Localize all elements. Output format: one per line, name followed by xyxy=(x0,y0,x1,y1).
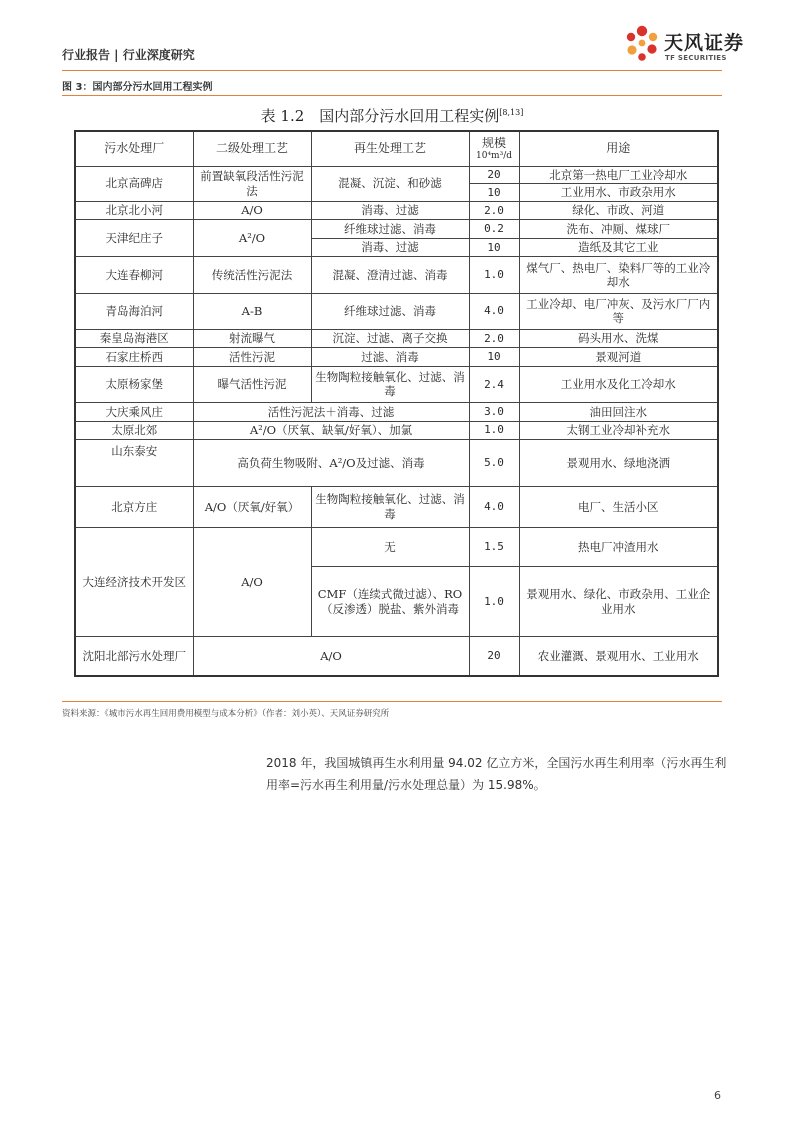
cell-scale: 1.0 xyxy=(469,567,519,637)
logo-flower-icon xyxy=(622,22,662,68)
source-divider xyxy=(62,701,722,702)
cell-use: 热电厂冲渣用水 xyxy=(519,527,718,566)
cell-secondary: A/O xyxy=(193,527,311,636)
table-row xyxy=(75,348,718,367)
col-header-scale xyxy=(469,131,519,166)
cell-secondary: 曝气活性污泥 xyxy=(193,366,311,402)
cell-plant: 北京高碑店 xyxy=(75,166,193,201)
figure-table-image xyxy=(62,97,722,700)
cell-use: 码头用水、洗煤 xyxy=(519,329,718,348)
cell-plant: 北京方庄 xyxy=(75,486,193,527)
cell-scale: 2.0 xyxy=(469,201,519,220)
cell-scale: 2.4 xyxy=(469,366,519,402)
cell-use: 工业用水、市政杂用水 xyxy=(519,184,718,202)
cell-reclaim: CMF（连续式微过滤）、RO（反渗透）脱盐、紫外消毒 xyxy=(311,567,469,637)
table-row xyxy=(75,486,718,527)
cell-scale: 10 xyxy=(469,184,519,202)
cell-plant: 大连经济技术开发区 xyxy=(75,527,193,636)
cell-secondary: A/O（厌氧/好氧） xyxy=(193,486,311,527)
cell-secondary: 传统活性污泥法 xyxy=(193,257,311,293)
page-number: 6 xyxy=(714,1089,721,1102)
cell-secondary: A/O xyxy=(193,201,311,220)
table-row xyxy=(75,257,718,293)
col-header-scale-unit: 10⁴m³/d xyxy=(476,150,512,161)
cell-use: 工业用水及化工冷却水 xyxy=(519,366,718,402)
cell-plant: 沈阳北部污水处理厂 xyxy=(75,637,193,676)
cell-scale: 1.5 xyxy=(469,527,519,566)
cell-use: 景观河道 xyxy=(519,348,718,367)
cell-scale: 20 xyxy=(469,166,519,184)
table-row xyxy=(75,166,718,184)
cell-reclaim: 混凝、澄清过滤、消毒 xyxy=(311,257,469,293)
col-header-plant: 污水处理厂 xyxy=(75,131,193,166)
cell-secondary: 射流曝气 xyxy=(193,329,311,348)
cell-reclaim: 无 xyxy=(311,527,469,566)
cell-process: 高负荷生物吸附、A²/O及过滤、消毒 xyxy=(193,440,469,486)
body-paragraph: 2018 年，我国城镇再生水利用量 94.02 亿立方米，全国污水再生利用率（污水再生利用率=污水再生利用量/污水处理总量）为 15.98%。 xyxy=(266,756,727,792)
cell-process: A²/O（厌氧、缺氧/好氧）、加氯 xyxy=(193,421,469,440)
cell-process: 活性污泥法＋消毒、过滤 xyxy=(193,402,469,421)
cell-use: 煤气厂、热电厂、染料厂等的工业冷却水 xyxy=(519,257,718,293)
cell-scale: 1.0 xyxy=(469,257,519,293)
cell-plant: 太原杨家堡 xyxy=(75,366,193,402)
col-header-use: 用途 xyxy=(519,131,718,166)
logo-name-cn: 天风证券 xyxy=(664,32,745,54)
cell-scale: 4.0 xyxy=(469,293,519,329)
cell-scale: 3.0 xyxy=(469,402,519,421)
cell-scale: 10 xyxy=(469,238,519,257)
cell-reclaim: 沉淀、过滤、离子交换 xyxy=(311,329,469,348)
cell-secondary: A-B xyxy=(193,293,311,329)
table-row xyxy=(75,402,718,421)
table-row xyxy=(75,293,718,329)
cell-use: 油田回注水 xyxy=(519,402,718,421)
col-header-scale-label: 规模 xyxy=(481,135,506,150)
cell-scale: 2.0 xyxy=(469,329,519,348)
cell-scale: 4.0 xyxy=(469,486,519,527)
cell-use: 景观用水、绿化、市政杂用、工业企业用水 xyxy=(519,567,718,637)
cell-reclaim: 纤维球过滤、消毒 xyxy=(311,220,469,239)
cell-reclaim: 生物陶粒接触氧化、过滤、消毒 xyxy=(311,486,469,527)
cell-use: 造纸及其它工业 xyxy=(519,238,718,257)
table-title xyxy=(62,105,722,126)
table-title-ref: [8,13] xyxy=(499,108,524,117)
figure-caption: 图 3：国内部分污水回用工程实例 xyxy=(62,82,213,93)
cell-scale: 5.0 xyxy=(469,440,519,486)
cell-use: 农业灌溉、景观用水、工业用水 xyxy=(519,637,718,676)
cell-use: 绿化、市政、河道 xyxy=(519,201,718,220)
source-note: 资料来源：《城市污水再生回用费用模型与成本分析》（作者：刘小英）、天风证券研究所 xyxy=(62,709,390,719)
cell-use: 工业冷却、电厂冲灰、及污水厂厂内等 xyxy=(519,293,718,329)
header-divider xyxy=(62,70,722,71)
cell-scale: 0.2 xyxy=(469,220,519,239)
cell-scale: 1.0 xyxy=(469,421,519,440)
cell-reclaim: 生物陶粒接触氧化、过滤、消毒 xyxy=(311,366,469,402)
cell-plant: 太原北郊 xyxy=(75,421,193,440)
reuse-project-table xyxy=(74,130,719,677)
cell-use: 景观用水、绿地浇洒 xyxy=(519,440,718,486)
cell-reclaim: 混凝、沉淀、和砂滤 xyxy=(311,166,469,201)
report-type-header: 行业报告 | 行业深度研究 xyxy=(62,48,195,62)
cell-scale: 10 xyxy=(469,348,519,367)
table-row xyxy=(75,201,718,220)
cell-plant: 大庆乘风庄 xyxy=(75,402,193,421)
cell-reclaim: 过滤、消毒 xyxy=(311,348,469,367)
cell-reclaim: 纤维球过滤、消毒 xyxy=(311,293,469,329)
cell-use: 北京第一热电厂工业冷却水 xyxy=(519,166,718,184)
table-title-text: 表 1.2 国内部分污水回用工程实例 xyxy=(260,107,500,125)
table-row xyxy=(75,637,718,676)
cell-plant: 天津纪庄子 xyxy=(75,220,193,257)
cell-plant: 大连春柳河 xyxy=(75,257,193,293)
cell-secondary: 前置缺氧段活性污泥法 xyxy=(193,166,311,201)
cell-plant: 秦皇岛海港区 xyxy=(75,329,193,348)
cell-process: A/O xyxy=(193,637,469,676)
caption-divider xyxy=(62,95,722,96)
table-row xyxy=(75,527,718,566)
tf-securities-logo xyxy=(622,22,745,72)
table-row xyxy=(75,366,718,402)
cell-use: 太钢工业冷却补充水 xyxy=(519,421,718,440)
cell-secondary: 活性污泥 xyxy=(193,348,311,367)
cell-scale: 20 xyxy=(469,637,519,676)
cell-use: 洗布、冲厕、煤球厂 xyxy=(519,220,718,239)
cell-plant: 山东泰安 xyxy=(75,440,193,486)
cell-use: 电厂、生活小区 xyxy=(519,486,718,527)
table-row xyxy=(75,329,718,348)
table-row xyxy=(75,220,718,239)
cell-reclaim: 消毒、过滤 xyxy=(311,238,469,257)
col-header-secondary: 二级处理工艺 xyxy=(193,131,311,166)
cell-reclaim: 消毒、过滤 xyxy=(311,201,469,220)
cell-plant: 青岛海泊河 xyxy=(75,293,193,329)
cell-plant: 石家庄桥西 xyxy=(75,348,193,367)
logo-name-en: TF SECURITIES xyxy=(665,54,727,62)
cell-plant: 北京北小河 xyxy=(75,201,193,220)
col-header-reclaim: 再生处理工艺 xyxy=(311,131,469,166)
cell-secondary: A²/O xyxy=(193,220,311,257)
table-row xyxy=(75,421,718,440)
table-header-row xyxy=(75,131,718,166)
table-row xyxy=(75,440,718,486)
